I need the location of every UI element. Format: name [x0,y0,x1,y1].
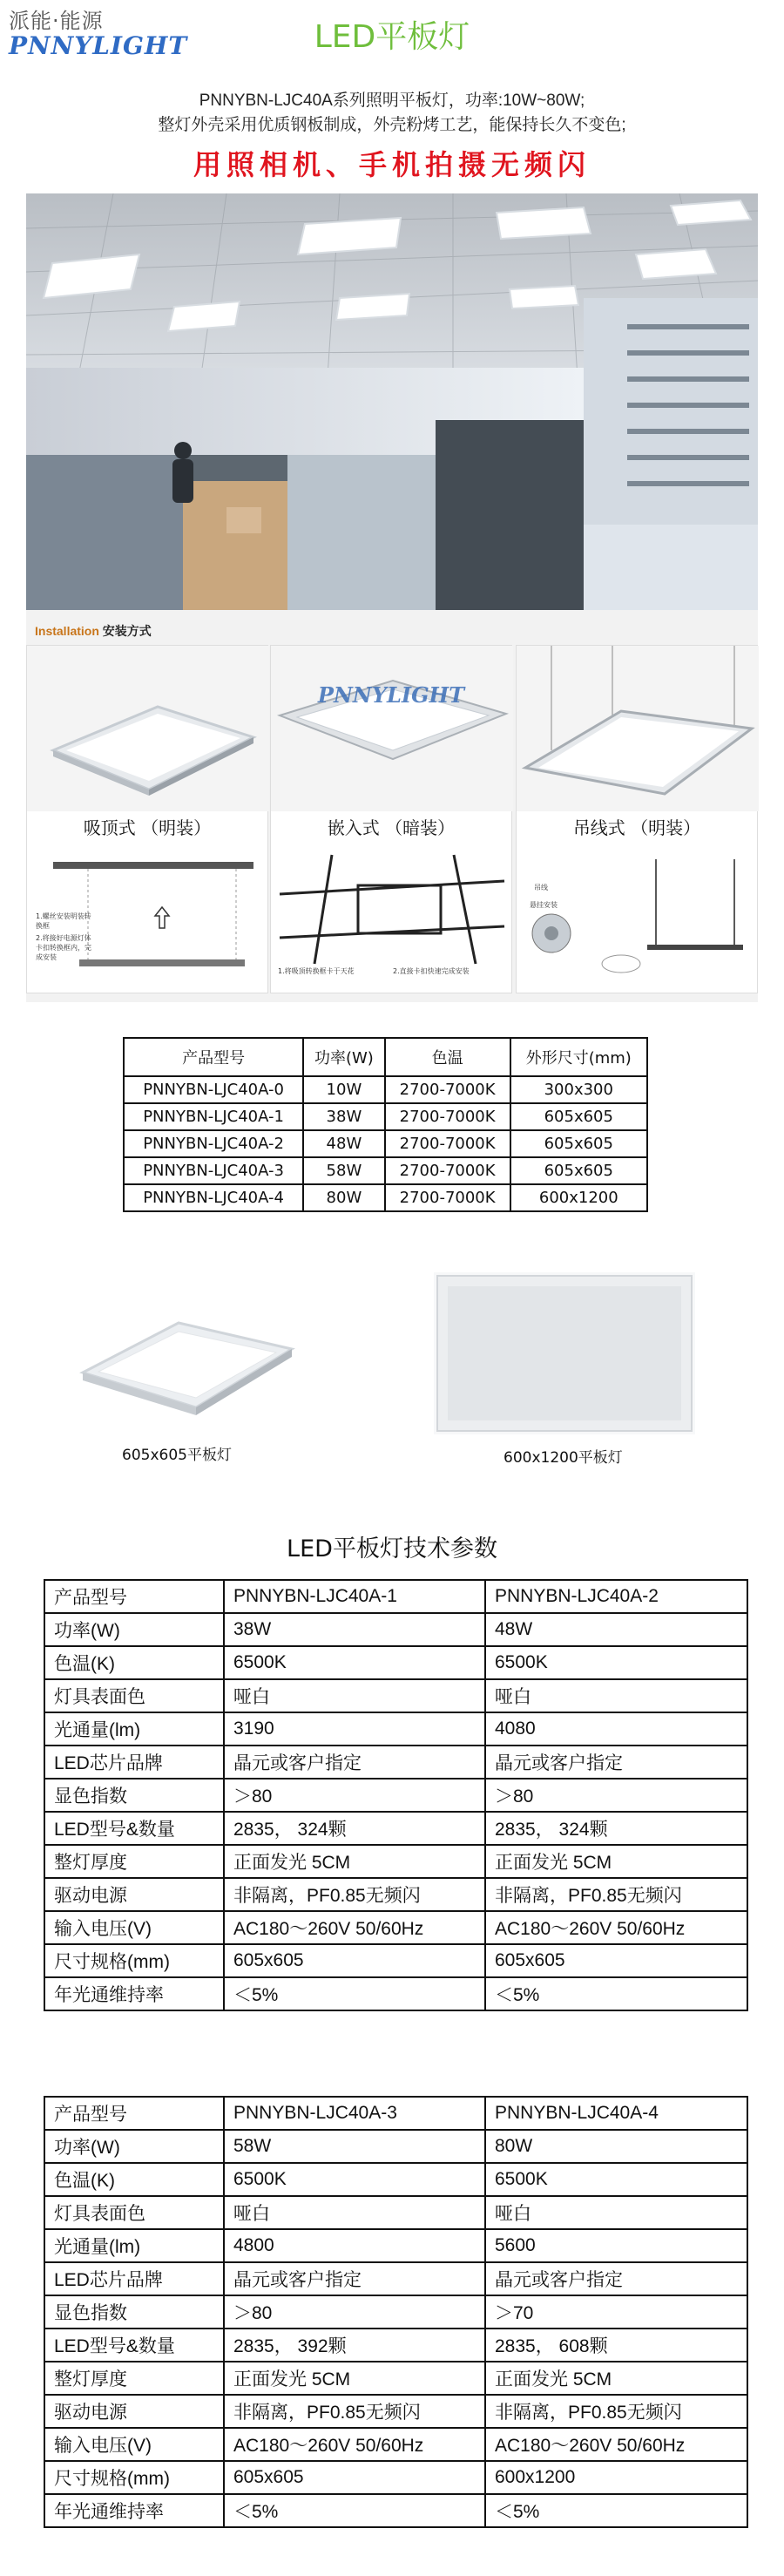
spec-label-cell: 显色指数 [44,2295,224,2329]
table-cell: 38W [303,1103,384,1130]
spec-value-cell: AC180～260V 50/60Hz [224,2428,485,2461]
install-method-label: 嵌入式 （暗装） [327,817,456,838]
table-header-cell: PNNYBN-LJC40A-2 [485,1580,747,1613]
table-cell: 605x605 [510,1157,647,1184]
table-row [44,1845,747,1878]
spec-label-cell: 显色指数 [44,1779,224,1812]
table-header-cell: PNNYBN-LJC40A-3 [224,2097,485,2130]
spec-label-cell: 整灯厚度 [44,2362,224,2395]
logo-chinese-text: 派能·能源 [9,9,104,33]
spec-value-cell: 非隔离，PF0.85无频闪 [224,2395,485,2428]
table-row [44,2329,747,2362]
table-cell: 80W [303,1184,384,1211]
spec-value-cell: ＞80 [485,1779,747,1812]
installation-heading-cn: 安装方式 [102,624,152,638]
table-row [44,1746,747,1779]
surface-mount-panel-image [27,646,269,811]
spec-value-cell: 正面发光 5CM [224,2362,485,2395]
watermark-logo: PNNYLIGHT [317,682,465,708]
table-cell: 2700-7000K [385,1130,510,1157]
table-cell: 300x300 [510,1076,647,1103]
install-method-label: 吸顶式 （明装） [83,817,212,838]
spec-value-cell: 4080 [485,1712,747,1746]
spec-value-cell: ＞70 [485,2295,747,2329]
table-header-cell: PNNYBN-LJC40A-1 [224,1580,485,1613]
table-row [44,2229,747,2262]
spec-label-cell: 输入电压(V) [44,1911,224,1944]
table-row [44,2196,747,2229]
spec-value-cell: 605x605 [224,1944,485,1977]
spec-label-cell: 尺寸规格(mm) [44,2461,224,2494]
spec-value-cell: 2835， 324颗 [485,1812,747,1845]
spec-value-cell: ＜5% [224,1977,485,2010]
spec-label-cell: LED型号&数量 [44,2329,224,2362]
table-row [44,1911,747,1944]
install-method-label: 吊线式 （明装） [572,817,701,838]
spec-value-cell: 6500K [224,1646,485,1679]
spec-value-cell: 58W [224,2130,485,2163]
spec-value-cell: 6500K [224,2163,485,2196]
table-row [124,1157,647,1184]
slogan: 用照相机、手机拍摄无频闪 [193,148,591,181]
table-row [44,1944,747,1977]
table-row [44,1679,747,1712]
install-note-1: 吊线 [534,884,548,891]
page-title: LED平板灯 [314,19,470,55]
intro-line-1: PNNYBN-LJC40A系列照明平板灯，功率:10W~80W; [199,92,585,110]
spec-label-cell: 年光通维持率 [44,1977,224,2010]
table-header-cell: PNNYBN-LJC40A-4 [485,2097,747,2130]
install-note-2: 悬挂安装 [530,901,558,909]
table-cell: 600x1200 [510,1184,647,1211]
table-header-row [44,2097,747,2130]
recessed-panel-image [271,646,513,811]
spec-value-cell: 正面发光 5CM [485,1845,747,1878]
spec-label-cell: 光通量(lm) [44,2229,224,2262]
spec-label-cell: LED芯片品牌 [44,1746,224,1779]
spec-value-cell: 2835， 324颗 [224,1812,485,1845]
spec-value-cell: 非隔离，PF0.85无频闪 [224,1878,485,1911]
table-header-cell: 色温 [385,1038,510,1076]
spec-value-cell: ＞80 [224,1779,485,1812]
spec-label-cell: 功率(W) [44,2130,224,2163]
spec-label-cell: 色温(K) [44,1646,224,1679]
square-panel-caption: 605x605平板灯 [122,1447,232,1464]
table-header-cell: 外形尺寸(mm) [510,1038,647,1076]
spec-value-cell: 6500K [485,1646,747,1679]
model-table [123,1037,648,1212]
table-row [44,2163,747,2196]
spec-label-cell: 驱动电源 [44,1878,224,1911]
spec-label-cell: 灯具表面色 [44,1679,224,1712]
spec-value-cell: ＞80 [224,2295,485,2329]
table-row [124,1103,647,1130]
spec-label-cell: 尺寸规格(mm) [44,1944,224,1977]
table-cell: 2700-7000K [385,1103,510,1130]
installation-heading-en: Installation [35,624,99,638]
spec-value-cell: 正面发光 5CM [224,1845,485,1878]
table-cell: 605x605 [510,1130,647,1157]
spec-value-cell: 2835， 608颗 [485,2329,747,2362]
table-row [44,1977,747,2010]
spec-value-cell: 非隔离，PF0.85无频闪 [485,2395,747,2428]
spec-label-cell: 光通量(lm) [44,1712,224,1746]
table-cell: 10W [303,1076,384,1103]
spec-value-cell: AC180～260V 50/60Hz [485,2428,747,2461]
spec-value-cell: 80W [485,2130,747,2163]
spec-value-cell: 非隔离，PF0.85无频闪 [485,1878,747,1911]
office-photo [26,193,758,610]
spec-value-cell: 605x605 [485,1944,747,1977]
spec-value-cell: ＜5% [224,2494,485,2527]
spec-value-cell: ＜5% [485,2494,747,2527]
spec-value-cell: AC180～260V 50/60Hz [224,1911,485,1944]
table-cell: 605x605 [510,1103,647,1130]
table-header-cell: 产品型号 [124,1038,303,1076]
table-row [44,2130,747,2163]
spec-label-cell: 功率(W) [44,1613,224,1646]
table-cell: PNNYBN-LJC40A-2 [124,1130,303,1157]
table-row [124,1130,647,1157]
table-cell: 2700-7000K [385,1184,510,1211]
spec-value-cell: 4800 [224,2229,485,2262]
spec-label-cell: 灯具表面色 [44,2196,224,2229]
install-note-1: 1.将吸顶转换框卡于天花 [278,967,355,975]
spec-value-cell: 哑白 [485,2196,747,2229]
spec-label-cell: LED型号&数量 [44,1812,224,1845]
table-header-cell: 功率(W) [303,1038,384,1076]
intro-line-2: 整灯外壳采用优质钢板制成，外壳粉烤工艺，能保持长久不变色; [158,116,626,134]
spec-label-cell: 整灯厚度 [44,1845,224,1878]
table-cell: 48W [303,1130,384,1157]
spec-table-1 [44,1579,748,2011]
table-row [124,1076,647,1103]
spec-value-cell: ＜5% [485,1977,747,2010]
table-cell: PNNYBN-LJC40A-0 [124,1076,303,1103]
install-note-2: 2.直接卡扣快速完成安装 [393,967,470,975]
suspended-panel-image [517,646,759,811]
table-row [44,1646,747,1679]
spec-value-cell: 48W [485,1613,747,1646]
spec-value-cell: 晶元或客户指定 [485,1746,747,1779]
table-row [44,1712,747,1746]
table-cell: 2700-7000K [385,1076,510,1103]
spec-value-cell: 605x605 [224,2461,485,2494]
spec-value-cell: 3190 [224,1712,485,1746]
suspended-diagram [517,842,759,990]
logo-english-text: PNNYLIGHT [9,31,188,60]
install-method-suspended [516,645,758,993]
spec-value-cell: 晶元或客户指定 [224,1746,485,1779]
table-row [44,2395,747,2428]
table-row [44,2262,747,2295]
table-cell: 2700-7000K [385,1157,510,1184]
spec-value-cell: 哑白 [224,1679,485,1712]
table-row [44,1812,747,1845]
table-header-cell: 产品型号 [44,2097,224,2130]
spec-label-cell: 驱动电源 [44,2395,224,2428]
spec-value-cell: 晶元或客户指定 [485,2262,747,2295]
table-row [44,2428,747,2461]
table-cell: PNNYBN-LJC40A-4 [124,1184,303,1211]
spec-label-cell: 输入电压(V) [44,2428,224,2461]
install-method-surface [26,645,268,993]
install-note-2: 2.将接好电源灯体卡扣转换框内，完成安装 [36,934,91,961]
spec-value-cell: 2835， 392颗 [224,2329,485,2362]
table-row [44,1779,747,1812]
spec-value-cell: 正面发光 5CM [485,2362,747,2395]
table-cell: 58W [303,1157,384,1184]
table-row [44,1613,747,1646]
spec-section-title: LED平板灯技术参数 [287,1535,497,1563]
install-method-recessed [270,645,512,993]
table-row [44,2295,747,2329]
spec-label-cell: 年光通维持率 [44,2494,224,2527]
rect-panel-photo [434,1272,695,1434]
table-row [44,2362,747,2395]
installation-section [26,610,758,1002]
table-row [44,2461,747,2494]
spec-value-cell: 600x1200 [485,2461,747,2494]
install-note-1: 1.螺丝安装明装转换框 [36,912,91,930]
table-header-row [124,1038,647,1076]
spec-value-cell: 哑白 [485,1679,747,1712]
spec-value-cell: 6500K [485,2163,747,2196]
spec-label-cell: LED芯片品牌 [44,2262,224,2295]
spec-label-cell: 色温(K) [44,2163,224,2196]
table-row [44,2494,747,2527]
table-header-cell: 产品型号 [44,1580,224,1613]
table-row [44,1878,747,1911]
recessed-diagram [271,846,513,968]
table-cell: PNNYBN-LJC40A-3 [124,1157,303,1184]
spec-value-cell: 5600 [485,2229,747,2262]
table-header-row [44,1580,747,1613]
spec-value-cell: 哑白 [224,2196,485,2229]
table-row [124,1184,647,1211]
table-cell: PNNYBN-LJC40A-1 [124,1103,303,1130]
spec-value-cell: 38W [224,1613,485,1646]
spec-value-cell: AC180～260V 50/60Hz [485,1911,747,1944]
installation-heading [35,622,152,640]
spec-table-2 [44,2096,748,2528]
rect-panel-caption: 600x1200平板灯 [504,1449,623,1467]
spec-value-cell: 晶元或客户指定 [224,2262,485,2295]
square-panel-photo [74,1307,301,1420]
